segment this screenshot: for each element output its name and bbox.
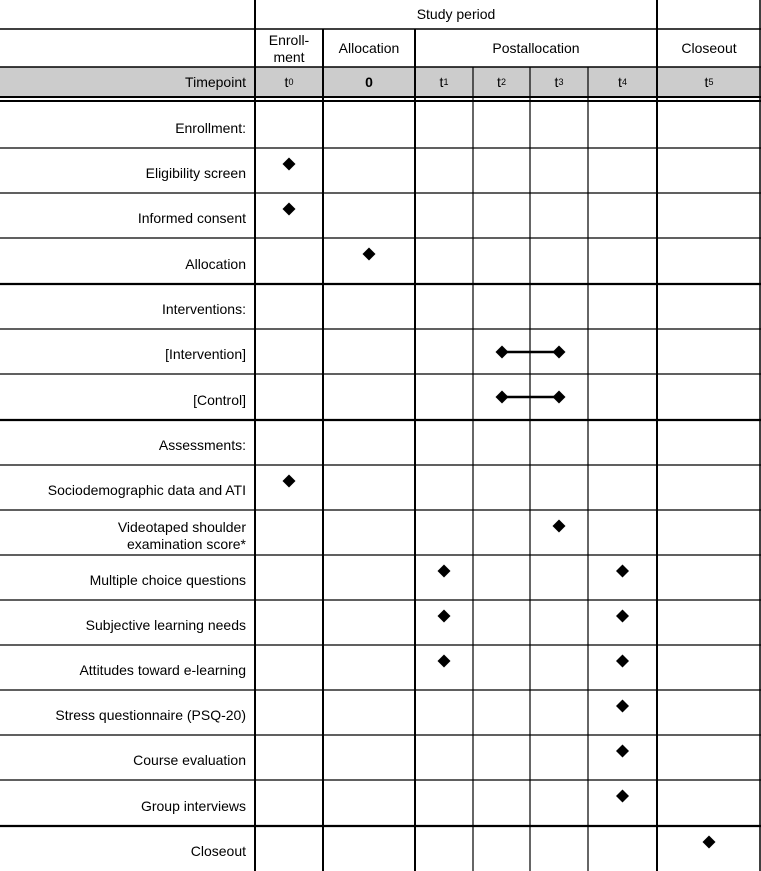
timepoint-subscript: 3 (558, 76, 564, 87)
row-label: [Control] (193, 391, 246, 408)
row-label: Assessments: (158, 437, 246, 453)
mark-diamond (616, 700, 629, 713)
row-label: Informed consent (137, 210, 246, 226)
mark-diamond (553, 520, 566, 533)
timepoint-6 (657, 67, 761, 97)
timepoint-subscript: 2 (500, 76, 506, 87)
span-start-diamond (496, 391, 509, 404)
timepoint-base: 0 (365, 73, 373, 90)
row-label: Videotaped shoulder examination score* (117, 518, 246, 552)
mark-diamond (616, 565, 629, 578)
row-label: Stress questionnaire (PSQ-20) (55, 707, 246, 723)
row-label: Subjective learning needs (85, 617, 246, 633)
timepoint-base: t (439, 73, 444, 90)
row-label: Multiple choice questions (89, 572, 246, 588)
span-end-diamond (553, 346, 566, 359)
timepoint-base: t (704, 73, 709, 90)
timepoint-3 (473, 67, 530, 97)
mark-diamond (616, 655, 629, 668)
span-end-diamond (553, 391, 566, 404)
closeout-phase-header: Closeout (681, 39, 737, 56)
timepoint-base: t (618, 73, 622, 90)
mark-diamond (616, 790, 629, 803)
mark-diamond (363, 248, 376, 261)
timepoint-label: Timepoint (185, 73, 246, 90)
mark-diamond (438, 565, 451, 578)
row-label: Closeout (190, 843, 246, 859)
row-label: Enrollment: (175, 120, 246, 136)
timepoint-5 (588, 67, 657, 97)
timepoint-4 (530, 67, 588, 97)
mark-diamond (283, 475, 296, 488)
mark-diamond (438, 655, 451, 668)
timepoint-base: t (497, 73, 501, 90)
timepoint-base: t (284, 73, 289, 90)
mark-diamond (283, 158, 296, 171)
row-label: Sociodemographic data and ATI (47, 482, 246, 498)
enrollment-phase-header (255, 29, 323, 67)
timepoint-subscript: 1 (443, 76, 449, 87)
mark-diamond (616, 610, 629, 623)
mark-diamond (616, 745, 629, 758)
span-start-diamond (496, 346, 509, 359)
row-label: Group interviews (140, 797, 246, 814)
timepoint-0 (255, 67, 323, 97)
timepoint-subscript: 5 (708, 76, 714, 87)
mark-diamond (438, 610, 451, 623)
enrollment-phase-label: Enroll-ment (268, 32, 310, 65)
timepoint-subscript: 4 (621, 76, 627, 87)
row-label: Course evaluation (133, 752, 246, 768)
timepoint-2 (415, 67, 473, 97)
mark-diamond (283, 203, 296, 216)
row-label: [Intervention] (165, 346, 246, 362)
row-label: Interventions: (161, 301, 246, 317)
row-label: Attitudes toward e-learning (79, 662, 246, 678)
row-label: Eligibility screen (145, 165, 246, 181)
timepoint-base: t (554, 73, 559, 90)
postallocation-phase-header: Postallocation (492, 39, 580, 56)
allocation-phase-header: Allocation (338, 39, 400, 56)
mark-diamond (703, 836, 716, 849)
study-period-header: Study period (416, 6, 496, 22)
timepoint-1 (323, 67, 415, 97)
timepoint-subscript: 0 (288, 76, 294, 87)
row-label: Allocation (185, 255, 246, 272)
